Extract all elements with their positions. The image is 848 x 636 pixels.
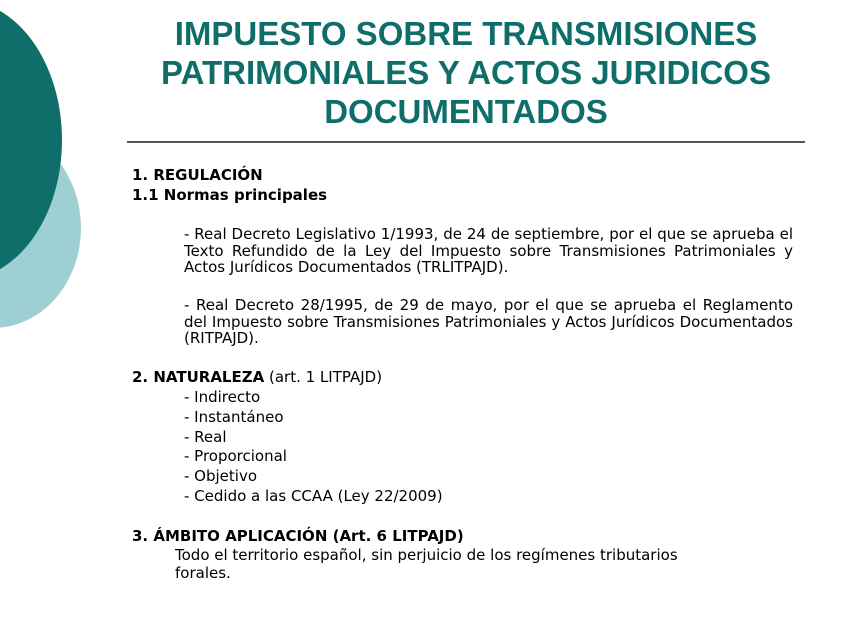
section2-item: - Cedido a las CCAA (Ley 22/2009) <box>184 487 443 505</box>
section1-paragraph-2: - Real Decreto 28/1995, de 29 de mayo, por el que se aprueba el Reglamento del Impuesto sobre Transmisiones Patrimoniales y Actos Jurídicos Documentados (RITPAJD). <box>184 296 793 347</box>
slide-title: IMPUESTO SOBRE TRANSMISIONES PATRIMONIALES Y ACTOS JURIDICOS DOCUMENTADOS <box>161 15 771 130</box>
section1-subheading: 1.1 Normas principales <box>132 186 328 204</box>
section3-line-2: forales. <box>175 564 231 582</box>
section2-heading-line <box>132 368 382 387</box>
section2-heading-note: (art. 1 LITPAJD) <box>264 368 383 386</box>
section2-item: - Instantáneo <box>184 408 284 426</box>
title-divider <box>127 141 805 143</box>
section2-item: - Indirecto <box>184 388 261 406</box>
section2-heading: 2. NATURALEZA <box>132 368 265 386</box>
section2-item: - Real <box>184 428 227 446</box>
section1-heading: 1. REGULACIÓN <box>132 166 263 184</box>
section2-item: - Objetivo <box>184 467 258 485</box>
section2-item: - Proporcional <box>184 447 287 465</box>
section3-line-1: Todo el territorio español, sin perjuicio de los regímenes tributarios <box>175 546 678 564</box>
section3-heading: 3. ÁMBITO APLICACIÓN (Art. 6 LITPAJD) <box>132 527 464 545</box>
section1-paragraph-1: - Real Decreto Legislativo 1/1993, de 24 de septiembre, por el que se aprueba el Texto Refundido de la Ley del Impuesto sobre Transmisiones Patrimoniales y Actos Jurídicos Documentados (TRLITPAJD). <box>184 225 793 276</box>
